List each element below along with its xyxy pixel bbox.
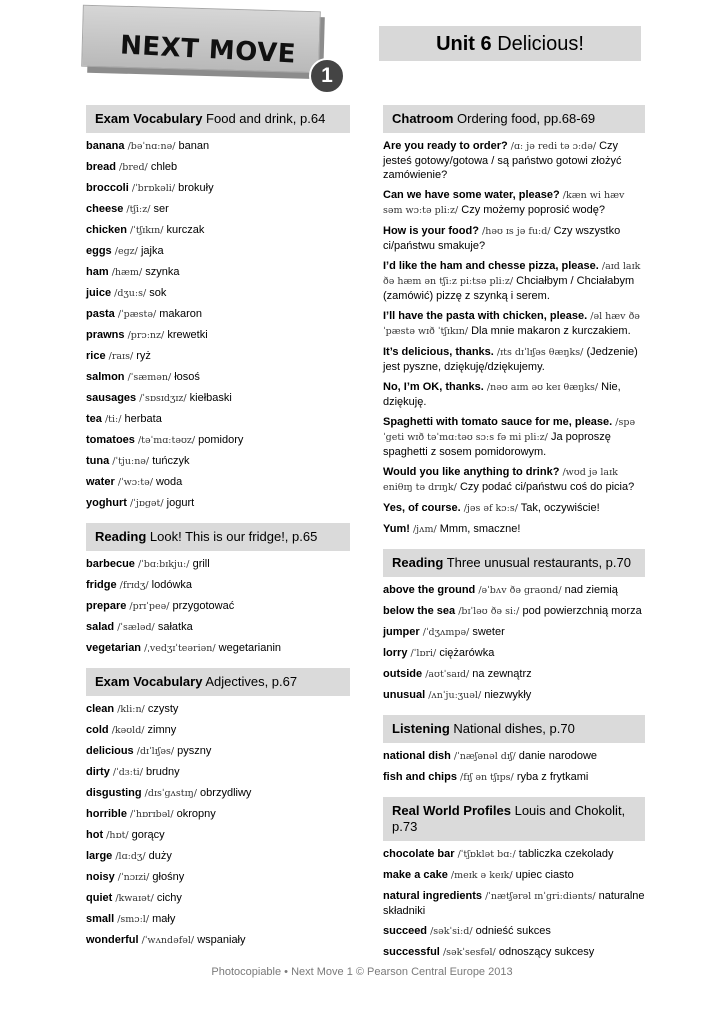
vocab-word: fish and chips bbox=[383, 771, 457, 783]
vocab-entry bbox=[86, 160, 350, 175]
vocab-translation: ryba z frytkami bbox=[516, 771, 589, 783]
vocab-translation: Tak, oczywiście! bbox=[520, 502, 600, 514]
vocab-translation: herbata bbox=[124, 413, 162, 425]
vocab-translation: sałatka bbox=[157, 621, 193, 633]
vocab-phonetic: /jəs əf kɔːs/ bbox=[463, 503, 518, 514]
vocab-phonetic: /egz/ bbox=[114, 246, 138, 257]
vocab-word: Would you like anything to drink? bbox=[383, 466, 560, 478]
vocab-word: noisy bbox=[86, 871, 115, 883]
vocab-word: quiet bbox=[86, 892, 113, 904]
vocab-word: juice bbox=[86, 287, 112, 299]
vocab-translation: danie narodowe bbox=[518, 750, 598, 762]
vocab-word: chicken bbox=[86, 224, 127, 236]
vocab-word: horrible bbox=[86, 808, 127, 820]
vocab-entry bbox=[86, 807, 350, 822]
vocab-entry bbox=[86, 912, 350, 927]
vocab-translation: brudny bbox=[145, 766, 180, 778]
vocab-entry bbox=[383, 770, 645, 785]
vocab-word: banana bbox=[86, 140, 125, 152]
vocab-entry bbox=[86, 223, 350, 238]
section-heading-rest: Ordering food, pp.68-69 bbox=[457, 111, 596, 126]
vocab-translation: szynka bbox=[145, 266, 180, 278]
vocab-entry bbox=[86, 870, 350, 885]
vocab-translation: tuńczyk bbox=[152, 455, 190, 467]
vocab-entry bbox=[86, 599, 350, 614]
vocab-entry bbox=[383, 889, 645, 918]
section-heading-rest: Three unusual restaurants, p.70 bbox=[446, 555, 631, 570]
vocab-word: delicious bbox=[86, 745, 134, 757]
vocab-translation: Czy jesteś gotowy/gotowa / są państwo gotowi złożyć zamówienie? bbox=[383, 140, 622, 181]
vocab-translation: Czy podać ci/państwu coś do picia? bbox=[459, 481, 635, 493]
vocab-phonetic: /ˈjɒgət/ bbox=[130, 498, 164, 509]
section-heading bbox=[86, 523, 350, 551]
section-heading-bold: Reading bbox=[392, 555, 444, 570]
vocab-word: successful bbox=[383, 946, 440, 958]
section-heading-bold: Exam Vocabulary bbox=[95, 674, 203, 689]
vocab-phonetic: /prɪˈpeə/ bbox=[129, 601, 170, 612]
section-heading-rest: Adjectives, p.67 bbox=[205, 674, 298, 689]
vocab-entry bbox=[383, 945, 645, 960]
vocab-entry bbox=[86, 786, 350, 801]
section-heading-bold: Reading bbox=[95, 529, 147, 544]
vocab-phonetic: /ˈtjuːnə/ bbox=[112, 456, 150, 467]
vocab-translation: (Jedzenie) jest pyszne, dziękuję/dziękujemy. bbox=[383, 346, 638, 373]
vocab-translation: naturalne składniki bbox=[383, 890, 645, 917]
next-move-logo bbox=[82, 8, 344, 98]
vocab-entry bbox=[86, 765, 350, 780]
vocab-entry bbox=[383, 139, 645, 182]
vocab-word: jumper bbox=[383, 626, 420, 638]
vocab-translation: głośny bbox=[152, 871, 185, 883]
vocab-word: bread bbox=[86, 161, 116, 173]
vocab-word: tuna bbox=[86, 455, 110, 467]
vocab-entry bbox=[383, 583, 645, 598]
vocab-entry bbox=[383, 259, 645, 303]
vocab-translation: sweter bbox=[472, 626, 505, 638]
section-heading-bold: Listening bbox=[392, 721, 450, 736]
vocab-word: tomatoes bbox=[86, 434, 135, 446]
vocab-entry bbox=[86, 454, 350, 469]
vocab-entry bbox=[86, 139, 350, 154]
vocab-word: large bbox=[86, 850, 113, 862]
vocab-word: below the sea bbox=[383, 605, 456, 617]
logo-text: NEXT MOVE bbox=[119, 30, 297, 70]
vocab-phonetic: /tʃiːz/ bbox=[126, 204, 151, 215]
vocab-entry bbox=[86, 307, 350, 322]
section-heading-rest: Look! This is our fridge!, p.65 bbox=[149, 529, 318, 544]
vocab-entry bbox=[383, 188, 645, 218]
vocab-phonetic: /frɪdʒ/ bbox=[119, 580, 149, 591]
vocab-word: water bbox=[86, 476, 115, 488]
vocab-translation: jajka bbox=[140, 245, 164, 257]
vocab-list bbox=[383, 743, 645, 797]
section-heading-rest: Louis and Chokolit, p.73 bbox=[392, 803, 626, 834]
vocab-entry bbox=[86, 702, 350, 717]
vocab-phonetic: /ˈwʌndəfəl/ bbox=[141, 935, 195, 946]
vocab-word: How is your food? bbox=[383, 225, 479, 237]
vocab-word: cold bbox=[86, 724, 109, 736]
vocab-phonetic: /kliːn/ bbox=[117, 704, 145, 715]
vocab-phonetic: /spəˈgeti wɪð təˈmɑːtəʊ sɔːs fə mi pliːz/ bbox=[383, 417, 636, 443]
vocab-word: barbecue bbox=[86, 558, 135, 570]
vocab-translation: banan bbox=[178, 140, 210, 152]
vocab-word: No, I’m OK, thanks. bbox=[383, 381, 484, 393]
vocab-phonetic: /hɒt/ bbox=[106, 830, 129, 841]
vocab-word: cheese bbox=[86, 203, 124, 215]
vocab-phonetic: /əl hæv ðə ˈpæstə wɪð ˈtʃɪkɪn/ bbox=[383, 311, 640, 337]
vocab-phonetic: /kæn wi hæv səm wɔːtə pliːz/ bbox=[383, 190, 625, 216]
vocab-entry bbox=[383, 501, 645, 516]
vocab-entry bbox=[383, 625, 645, 640]
section-heading-bold: Chatroom bbox=[392, 111, 454, 126]
vocab-phonetic: /həʊ ɪs jə fuːd/ bbox=[482, 226, 551, 237]
vocab-phonetic: /ˈnæʃənəl dɪʃ/ bbox=[453, 751, 516, 762]
vocab-word: salmon bbox=[86, 371, 125, 383]
vocab-entry bbox=[86, 620, 350, 635]
vocab-word: natural ingredients bbox=[383, 890, 483, 902]
vocab-translation: mały bbox=[152, 913, 176, 925]
vocab-translation: pyszny bbox=[177, 745, 212, 757]
vocab-entry bbox=[86, 475, 350, 490]
vocab-word: dirty bbox=[86, 766, 110, 778]
vocab-phonetic: /ˈdɜːti/ bbox=[112, 767, 143, 778]
vocab-translation: upiec ciasto bbox=[515, 869, 574, 881]
vocab-phonetic: /ˈnætʃərəl ɪnˈgriːdiənts/ bbox=[485, 891, 596, 902]
vocab-translation: obrzydliwy bbox=[200, 787, 252, 799]
vocab-phonetic: /ɑː jə redi tə ɔːdə/ bbox=[510, 141, 597, 152]
section-heading bbox=[86, 105, 350, 133]
vocab-list bbox=[86, 696, 350, 960]
vocab-list bbox=[86, 133, 350, 523]
vocab-entry bbox=[383, 749, 645, 764]
vocab-entry bbox=[86, 412, 350, 427]
vocab-translation: pomidory bbox=[198, 434, 244, 446]
vocab-word: rice bbox=[86, 350, 106, 362]
vocab-entry bbox=[86, 578, 350, 593]
vocab-word: unusual bbox=[383, 689, 426, 701]
vocab-translation: brokuły bbox=[178, 182, 214, 194]
vocab-phonetic: /ˌvedʒɪˈteəriən/ bbox=[144, 643, 216, 654]
vocab-phonetic: /bɪˈləʊ ðə siː/ bbox=[458, 606, 520, 617]
vocab-list bbox=[383, 841, 645, 972]
vocab-translation: Dla mnie makaron z kurczakiem. bbox=[471, 325, 631, 337]
vocab-word: salad bbox=[86, 621, 115, 633]
vocab-translation: Chciałbym / Chciałabym (zamówić) pizzę z szynką i serem. bbox=[383, 275, 635, 302]
vocab-translation: lodówka bbox=[151, 579, 192, 591]
vocab-translation: okropny bbox=[176, 808, 216, 820]
vocab-word: pasta bbox=[86, 308, 115, 320]
vocab-phonetic: /əˈbʌv ðə graʊnd/ bbox=[478, 585, 562, 596]
vocab-phonetic: /ˈnɔɪzi/ bbox=[117, 872, 150, 883]
vocab-translation: Czy możemy poprosić wodę? bbox=[461, 204, 605, 216]
vocab-translation: Nie, dziękuję. bbox=[383, 381, 621, 408]
vocab-entry bbox=[86, 286, 350, 301]
vocab-translation: cichy bbox=[156, 892, 182, 904]
page-footer: Photocopiable • Next Move 1 © Pearson Central Europe 2013 bbox=[211, 966, 513, 978]
vocab-entry bbox=[383, 415, 645, 459]
left-column bbox=[86, 105, 350, 960]
vocab-entry bbox=[86, 181, 350, 196]
section-heading-bold: Exam Vocabulary bbox=[95, 111, 203, 126]
vocab-entry bbox=[383, 924, 645, 939]
vocab-entry bbox=[86, 328, 350, 343]
vocab-phonetic: /ɪts dɪˈlɪʃəs θæŋks/ bbox=[496, 347, 584, 358]
vocab-translation: odnoszący sukcesy bbox=[498, 946, 595, 958]
vocab-entry bbox=[383, 465, 645, 495]
vocab-word: chocolate bar bbox=[383, 848, 455, 860]
vocab-word: succeed bbox=[383, 925, 428, 937]
vocab-phonetic: /fɪʃ ən tʃɪps/ bbox=[460, 772, 514, 783]
vocab-word: Can we have some water, please? bbox=[383, 189, 560, 201]
vocab-entry bbox=[383, 646, 645, 661]
vocab-entry bbox=[86, 370, 350, 385]
vocab-translation: Mmm, smaczne! bbox=[439, 523, 521, 535]
vocab-word: Yes, of course. bbox=[383, 502, 461, 514]
vocab-word: I’ll have the pasta with chicken, please. bbox=[383, 310, 588, 322]
vocab-word: make a cake bbox=[383, 869, 448, 881]
vocab-word: It’s delicious, thanks. bbox=[383, 346, 494, 358]
section-heading bbox=[383, 715, 645, 743]
vocab-word: above the ground bbox=[383, 584, 476, 596]
vocab-entry bbox=[86, 849, 350, 864]
vocab-entry bbox=[383, 604, 645, 619]
vocab-word: prepare bbox=[86, 600, 127, 612]
vocab-entry bbox=[383, 522, 645, 537]
vocab-word: yoghurt bbox=[86, 497, 127, 509]
unit-label: Unit 6 bbox=[436, 33, 492, 55]
vocab-phonetic: /ˈtʃɒklət bɑː/ bbox=[457, 849, 516, 860]
vocab-word: broccoli bbox=[86, 182, 129, 194]
vocab-translation: nad ziemią bbox=[564, 584, 618, 596]
vocab-phonetic: /dɪsˈgʌstɪŋ/ bbox=[144, 788, 197, 799]
vocab-translation: chleb bbox=[150, 161, 178, 173]
vocab-entry bbox=[86, 723, 350, 738]
section-heading bbox=[383, 105, 645, 133]
vocab-translation: zimny bbox=[147, 724, 177, 736]
vocab-word: clean bbox=[86, 703, 115, 715]
vocab-entry bbox=[383, 847, 645, 862]
vocab-word: vegetarian bbox=[86, 642, 142, 654]
section-heading bbox=[383, 797, 645, 841]
vocab-phonetic: /ˈsɒsɪdʒɪz/ bbox=[139, 393, 187, 404]
vocab-phonetic: /ˈlɒri/ bbox=[410, 648, 437, 659]
vocab-translation: grill bbox=[192, 558, 210, 570]
vocab-entry bbox=[86, 828, 350, 843]
vocab-phonetic: /ʌnˈjuːʒuəl/ bbox=[428, 690, 482, 701]
vocab-translation: jogurt bbox=[166, 497, 195, 509]
vocab-phonetic: /səkˈsesfəl/ bbox=[442, 947, 496, 958]
vocab-phonetic: /hæm/ bbox=[111, 267, 143, 278]
section-heading-bold: Real World Profiles bbox=[392, 803, 511, 818]
logo-level-badge: 1 bbox=[309, 58, 345, 94]
unit-title: Delicious! bbox=[497, 33, 584, 55]
vocab-phonetic: /ˈtʃɪkɪn/ bbox=[130, 225, 164, 236]
vocab-entry bbox=[86, 557, 350, 572]
vocab-word: outside bbox=[383, 668, 423, 680]
vocab-entry bbox=[86, 433, 350, 448]
vocab-word: hot bbox=[86, 829, 104, 841]
vocab-phonetic: /raɪs/ bbox=[108, 351, 134, 362]
vocab-phonetic: /ˈsæmən/ bbox=[127, 372, 172, 383]
vocab-phonetic: /prɔːnz/ bbox=[127, 330, 165, 341]
vocab-entry bbox=[86, 391, 350, 406]
vocab-word: Are you ready to order? bbox=[383, 140, 508, 152]
vocab-word: Spaghetti with tomato sauce for me, please. bbox=[383, 416, 613, 428]
vocab-translation: ser bbox=[153, 203, 169, 215]
vocab-word: small bbox=[86, 913, 115, 925]
vocab-entry bbox=[383, 380, 645, 409]
vocab-phonetic: /kwaɪət/ bbox=[115, 893, 154, 904]
vocab-phonetic: /ˈdʒʌmpə/ bbox=[422, 627, 470, 638]
vocab-phonetic: /bəˈnɑːnə/ bbox=[127, 141, 176, 152]
section-heading-rest: Food and drink, p.64 bbox=[206, 111, 326, 126]
vocab-translation: duży bbox=[148, 850, 172, 862]
vocab-list bbox=[86, 551, 350, 668]
vocab-entry bbox=[383, 309, 645, 339]
vocab-word: prawns bbox=[86, 329, 125, 341]
vocab-phonetic: /aɪd laɪk ðə hæm ən tʃiːz piːtsə pliːz/ bbox=[383, 261, 641, 287]
vocab-entry bbox=[86, 244, 350, 259]
vocab-phonetic: /tiː/ bbox=[104, 414, 122, 425]
vocab-phonetic: /kəʊld/ bbox=[111, 725, 145, 736]
vocab-translation: gorący bbox=[131, 829, 165, 841]
vocab-phonetic: /səkˈsiːd/ bbox=[430, 926, 473, 937]
vocab-phonetic: /meɪk ə keɪk/ bbox=[450, 870, 513, 881]
vocab-word: wonderful bbox=[86, 934, 139, 946]
vocab-translation: tabliczka czekolady bbox=[518, 848, 614, 860]
vocab-word: fridge bbox=[86, 579, 117, 591]
vocab-translation: woda bbox=[155, 476, 183, 488]
vocab-entry bbox=[383, 688, 645, 703]
vocab-translation: kurczak bbox=[166, 224, 205, 236]
vocab-translation: wegetarianin bbox=[218, 642, 282, 654]
vocab-translation: na zewnątrz bbox=[472, 668, 532, 680]
vocab-phonetic: /smɔːl/ bbox=[117, 914, 150, 925]
vocab-translation: ciężarówka bbox=[439, 647, 495, 659]
section-heading-rest: National dishes, p.70 bbox=[453, 721, 575, 736]
vocab-phonetic: /nəʊ aɪm əʊ keɪ θæŋks/ bbox=[486, 382, 599, 393]
vocab-translation: przygotować bbox=[172, 600, 235, 612]
vocab-word: ham bbox=[86, 266, 109, 278]
vocab-entry bbox=[86, 891, 350, 906]
vocab-phonetic: /wʊd jə laɪk eniθɪŋ tə drɪŋk/ bbox=[383, 467, 618, 493]
vocab-entry bbox=[383, 345, 645, 374]
vocab-translation: makaron bbox=[159, 308, 203, 320]
vocab-word: I’d like the ham and chesse pizza, please. bbox=[383, 260, 599, 272]
vocab-translation: Ja poproszę spaghetti z sosem pomidorowym. bbox=[383, 431, 611, 458]
right-column bbox=[383, 105, 645, 972]
vocab-phonetic: /ˈbɑːbɪkjuː/ bbox=[137, 559, 190, 570]
vocab-entry bbox=[86, 265, 350, 280]
vocab-translation: Czy wszystko ci/państwu smakuje? bbox=[383, 225, 621, 252]
vocab-phonetic: /ˈbrɒkəli/ bbox=[131, 183, 176, 194]
vocab-translation: łosoś bbox=[174, 371, 200, 383]
unit-title-box bbox=[379, 26, 641, 61]
vocab-translation: pod powierzchnią morza bbox=[522, 605, 642, 617]
vocab-phonetic: /jʌm/ bbox=[412, 524, 437, 535]
vocab-phonetic: /dɪˈlɪʃəs/ bbox=[136, 746, 175, 757]
vocab-entry bbox=[383, 667, 645, 682]
vocab-translation: sok bbox=[149, 287, 167, 299]
vocab-translation: odnieść sukces bbox=[475, 925, 551, 937]
vocab-phonetic: /təˈmɑːtəʊz/ bbox=[137, 435, 196, 446]
vocab-translation: krewetki bbox=[167, 329, 208, 341]
vocab-phonetic: /ˈsæləd/ bbox=[117, 622, 155, 633]
vocab-list bbox=[383, 577, 645, 715]
vocab-word: lorry bbox=[383, 647, 408, 659]
vocab-phonetic: /bred/ bbox=[119, 162, 148, 173]
vocab-phonetic: /aʊtˈsaɪd/ bbox=[425, 669, 470, 680]
vocab-word: Yum! bbox=[383, 523, 410, 535]
vocab-translation: kiełbaski bbox=[189, 392, 232, 404]
vocab-word: national dish bbox=[383, 750, 451, 762]
vocab-entry bbox=[86, 641, 350, 656]
vocab-entry bbox=[86, 744, 350, 759]
vocab-translation: czysty bbox=[147, 703, 179, 715]
vocab-word: sausages bbox=[86, 392, 137, 404]
vocab-translation: niezwykły bbox=[484, 689, 532, 701]
section-heading bbox=[383, 549, 645, 577]
vocab-entry bbox=[86, 496, 350, 511]
vocab-translation: ryż bbox=[136, 350, 151, 362]
vocab-phonetic: /ˈhɒrɪbəl/ bbox=[130, 809, 174, 820]
section-heading bbox=[86, 668, 350, 696]
vocab-list bbox=[383, 133, 645, 549]
vocab-entry bbox=[383, 224, 645, 253]
vocab-word: tea bbox=[86, 413, 102, 425]
vocab-translation: wspaniały bbox=[197, 934, 246, 946]
vocab-phonetic: /lɑːdʒ/ bbox=[115, 851, 146, 862]
vocab-entry bbox=[86, 349, 350, 364]
vocab-entry bbox=[86, 933, 350, 948]
vocab-word: eggs bbox=[86, 245, 112, 257]
vocab-phonetic: /ˈwɔːtə/ bbox=[117, 477, 153, 488]
vocab-entry bbox=[86, 202, 350, 217]
vocab-phonetic: /ˈpæstə/ bbox=[117, 309, 157, 320]
vocab-word: disgusting bbox=[86, 787, 142, 799]
vocab-phonetic: /dʒuːs/ bbox=[114, 288, 147, 299]
vocab-entry bbox=[383, 868, 645, 883]
